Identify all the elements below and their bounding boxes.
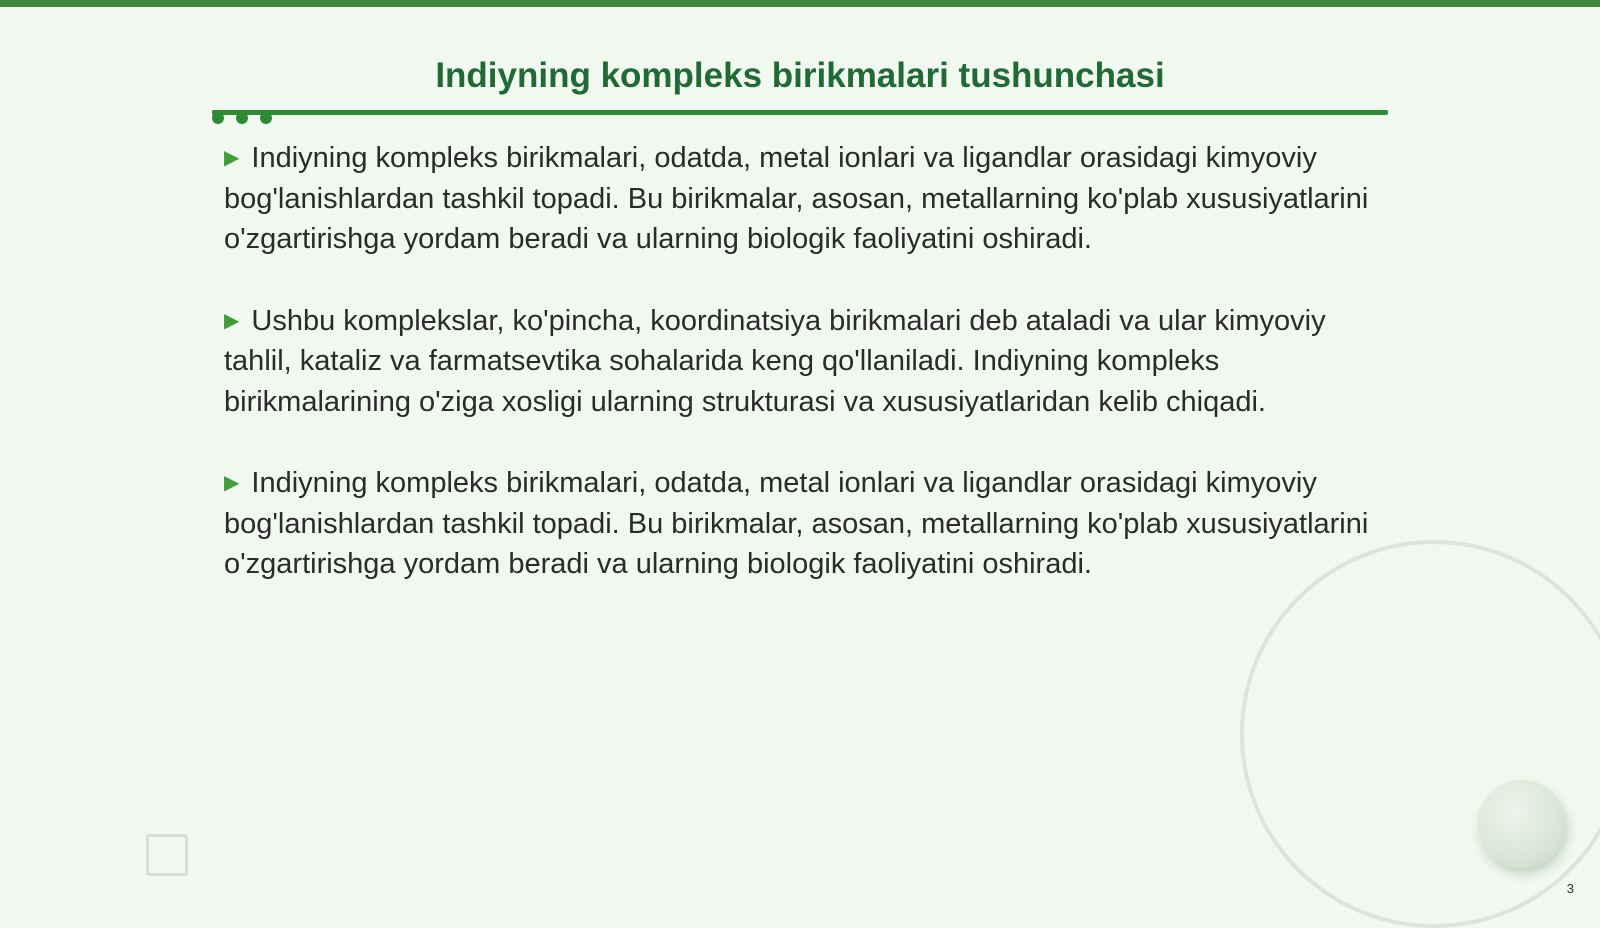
bullet-item [224,301,1374,423]
decorative-ring [1240,540,1600,928]
bullet-text: Ushbu komplekslar, ko'pincha, koordinatsiya birikmalari deb ataladi va ular kimyoviy tahlil, kataliz va farmatsevtika sohalarida keng qo'llaniladi. Indiyning kompleks birikmalarining o'ziga xosligi ularning strukturasi va xususiyatlaridan kelib chiqadi. [224,304,1326,418]
dot-1 [212,112,224,124]
dot-3 [260,112,272,124]
bullet-text: Indiyning kompleks birikmalari, odatda, metal ionlari va ligandlar orasidagi kimyoviy bog'lanishlardan tashkil topadi. Bu birikmalar, asosan, metallarning ko'plab xususiyatlarini o'zgartirishga yordam beradi va ularning biologik faoliyatini oshiradi. [224,142,1369,255]
slide-title: Indiyning kompleks birikmalari tushunchasi [435,56,1165,95]
bullet-text: Indiyning kompleks birikmalari, odatda, metal ionlari va ligandlar orasidagi kimyoviy bog'lanishlardan tashkil topadi. Bu birikmalar, asosan, metallarning ko'plab xususiyatlarini o'zgartirishga yordam beradi va ularning biologik faoliyatini oshiradi. [224,467,1369,580]
bullet-list [224,138,1374,626]
triangle-right-icon: ▶ [224,309,240,332]
title-underline [212,110,1388,115]
triangle-right-icon: ▶ [224,147,240,169]
page-number: 3 [1566,881,1574,896]
triangle-right-icon: ▶ [224,472,240,494]
bullet-item [224,138,1374,260]
bullet-item [224,463,1374,585]
decorative-square [146,834,188,876]
decorative-circle [1478,780,1566,868]
top-accent-bar [0,0,1600,7]
dot-2 [236,112,248,124]
